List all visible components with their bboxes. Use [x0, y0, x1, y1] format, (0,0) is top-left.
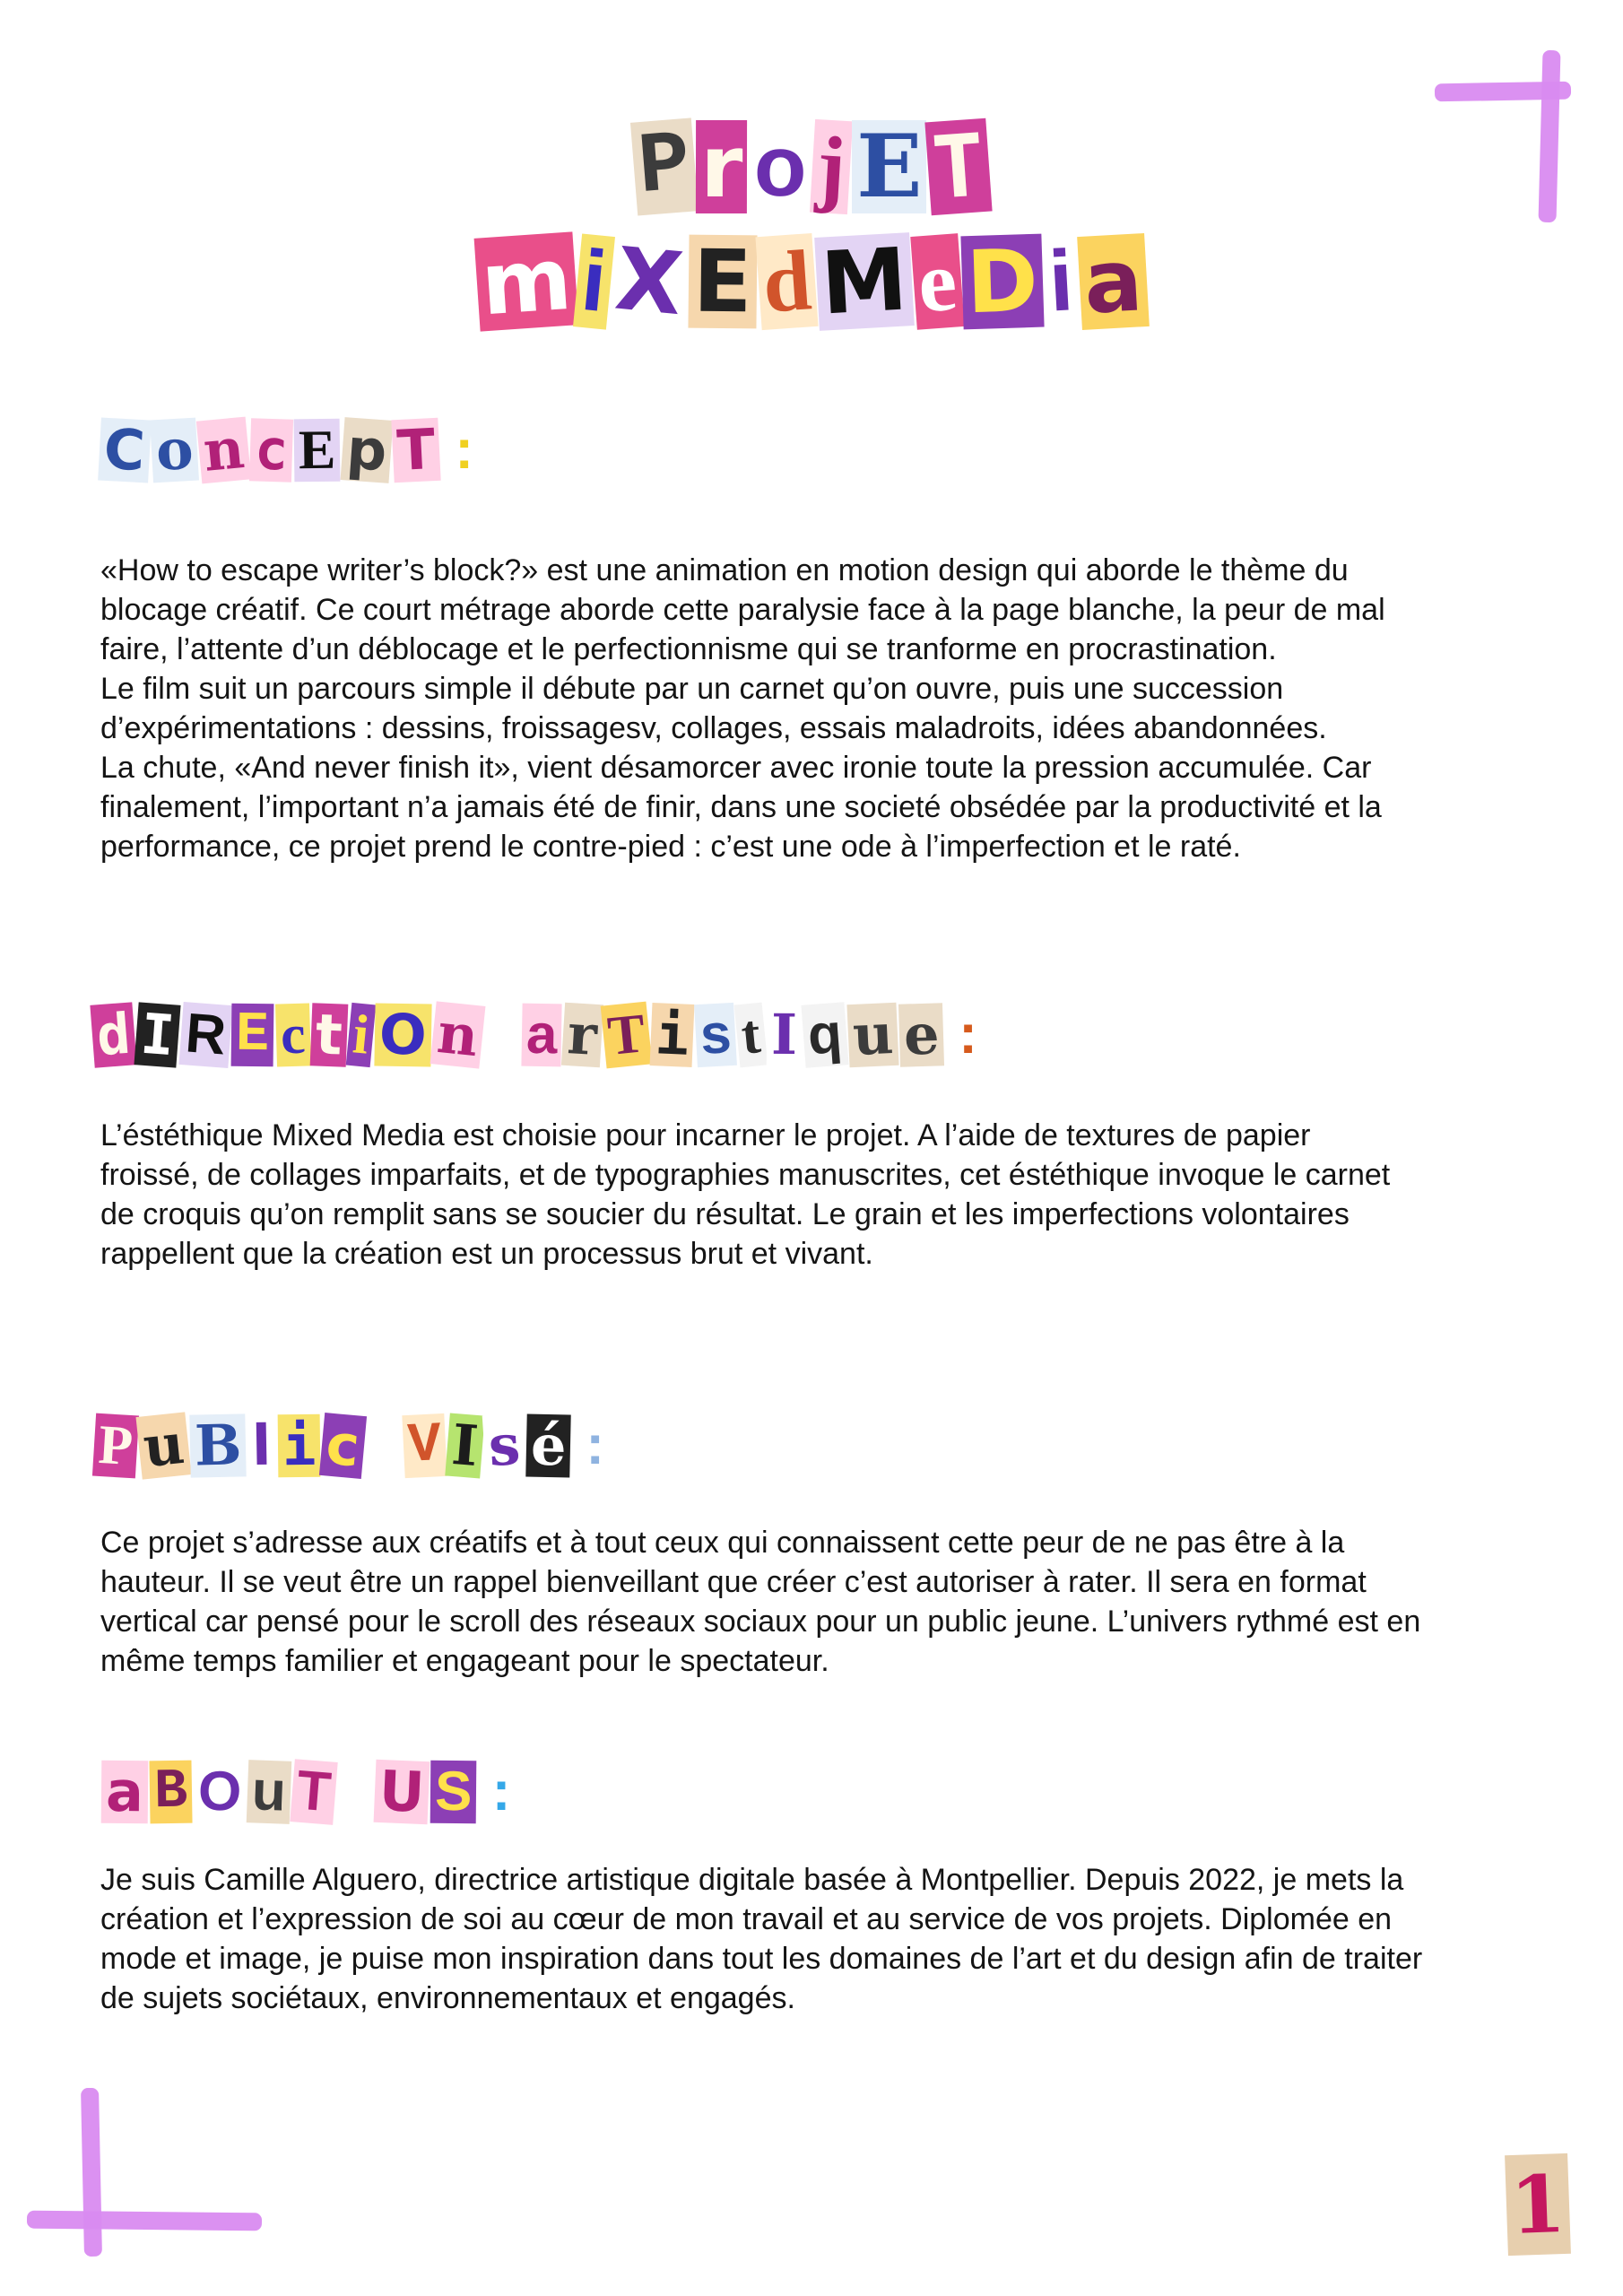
title-letter: r — [696, 120, 748, 213]
heading-letter: u — [135, 1412, 191, 1479]
heading-letter: d — [90, 1002, 137, 1067]
public-vise-paragraph: Ce projet s’adresse aux créatifs et à tout ceux qui connaissent cette peur de ne pas être à la hauteur. Il se veut être un rappel bienveillant que créer c’est autoriser à rater. Il sera en format vertical car pensé pour le scroll des réseaux sociaux pour un public jeune. L’univers rythmé est en même temps familier et engageant pour le spectateur. — [100, 1526, 1421, 1678]
title-letter: E — [852, 120, 926, 213]
title-letter: E — [689, 235, 758, 329]
heading-letter: o — [150, 417, 199, 483]
corner-brush-mark-bottom-left — [27, 2211, 262, 2231]
heading-colon: : — [491, 1761, 511, 1822]
heading-colon: : — [455, 419, 473, 481]
heading-letter: s — [694, 1002, 737, 1066]
title-letter: e — [910, 233, 964, 330]
title-letter: i — [1042, 234, 1080, 329]
heading-colon: : — [586, 1414, 604, 1476]
heading-letter: a — [101, 1760, 148, 1822]
heading-letter: S — [430, 1760, 477, 1822]
heading-letter: i — [277, 1413, 320, 1476]
heading-direction-artistique — [91, 999, 977, 1069]
page-title-line-2 — [0, 228, 1623, 335]
title-letter: M — [814, 232, 914, 331]
title-letter: d — [755, 233, 818, 330]
heading-letter: E — [294, 418, 341, 482]
corner-brush-mark-bottom-left-vertical — [81, 2088, 102, 2257]
heading-letter: u — [247, 1760, 291, 1824]
page-title-line-1 — [0, 115, 1623, 219]
title-letter: i — [573, 233, 615, 329]
heading-letter: C — [98, 417, 151, 483]
heading-letter: i — [650, 1003, 695, 1067]
heading-letter: c — [249, 418, 294, 482]
heading-letter: s — [482, 1413, 526, 1478]
heading-letter: u — [846, 1002, 898, 1066]
heading-about-us — [100, 1757, 511, 1825]
heading-letter: T — [391, 417, 441, 482]
heading-letter: n — [196, 416, 251, 483]
heading-public-vise — [93, 1410, 604, 1480]
heading-letter: U — [374, 1759, 430, 1823]
heading-letter: I — [767, 1003, 803, 1065]
about-us-paragraph: Je suis Camille Alguero, directrice artistique digitale basée à Montpellier. Depuis 2022, je mets la création et l’expression de soi au cœur de mon travail et au service de vos projets. Diplomée en mode et image, je puise mon inspiration dans tout les domaines de l’art et du design afin de traiter de sujets sociétaux, environnementaux et engagés. — [100, 1863, 1423, 2015]
heading-letter: E — [231, 1003, 274, 1066]
title-letter: a — [1077, 233, 1149, 330]
heading-letter: t — [734, 1002, 768, 1067]
heading-letter: T — [601, 1001, 653, 1068]
heading-letter: I — [135, 1002, 181, 1067]
title-letter: T — [925, 118, 993, 216]
heading-letter: O — [374, 1003, 431, 1066]
heading-letter: n — [430, 1001, 485, 1068]
title-letter: D — [961, 234, 1045, 330]
heading-letter: p — [340, 417, 393, 483]
heading-letter: I — [445, 1413, 485, 1478]
heading-letter: i — [346, 1002, 377, 1066]
heading-letter: q — [801, 1002, 848, 1067]
title-letter: X — [607, 231, 691, 332]
heading-letter: t — [310, 1003, 348, 1066]
heading-concept — [99, 414, 473, 484]
title-letter: m — [473, 231, 578, 331]
heading-letter: B — [189, 1413, 247, 1477]
concept-paragraph: «How to escape writer’s block?» est une animation en motion design qui aborde le thème du blocage créatif. Ce court métrage aborde cette paralysie face à la page blanche, la peur de mal faire, l’attente d’un déblocage et le perfectionnisme qui se tranforme en procrastination. Le film suit un parcours simple il débute par un carnet qu’on ouvre, puis une succession d’expérimentations : dessins, froissagesv, collages, essais maladroits, idées abandonnées. La chute, «And never finish it», vient désamorcer avec ironie toute la pression accumulée. Car finalement, l’important n’a jamais été de finir, dans une societé obsédée par la productivité et la performance, ce projet prend le contre-pied : c’est une ode à l’imperfection et le raté. — [100, 553, 1385, 864]
title-letter: P — [630, 117, 699, 215]
heading-letter: r — [561, 1002, 603, 1066]
heading-letter: O — [193, 1760, 247, 1824]
heading-letter: l — [247, 1413, 276, 1477]
heading-letter: B — [149, 1760, 192, 1823]
title-letter: o — [749, 119, 812, 213]
direction-artistique-paragraph: L’éstéthique Mixed Media est choisie pour incarner le projet. A l’aide de textures de papier froissé, de collages imparfaits, et de typographies manuscrites, cet éstéthique invoque le carnet de croquis qu’on remplit sans se soucier du résultat. Le grain et les imperfections volontaires rappellent que la création est un processus brut et vivant. — [100, 1118, 1391, 1271]
title-letter: j — [810, 119, 853, 214]
heading-letter: P — [92, 1413, 139, 1478]
heading-letter: c — [275, 1003, 311, 1066]
heading-letter: R — [178, 1002, 232, 1068]
heading-letter: c — [319, 1413, 367, 1479]
page-number: 1 — [1505, 2153, 1571, 2256]
heading-letter: V — [402, 1413, 447, 1477]
heading-letter: a — [521, 1003, 562, 1066]
heading-letter: e — [898, 1003, 945, 1066]
heading-colon: : — [959, 1004, 977, 1065]
heading-letter: é — [525, 1413, 571, 1477]
heading-letter: T — [290, 1759, 337, 1825]
